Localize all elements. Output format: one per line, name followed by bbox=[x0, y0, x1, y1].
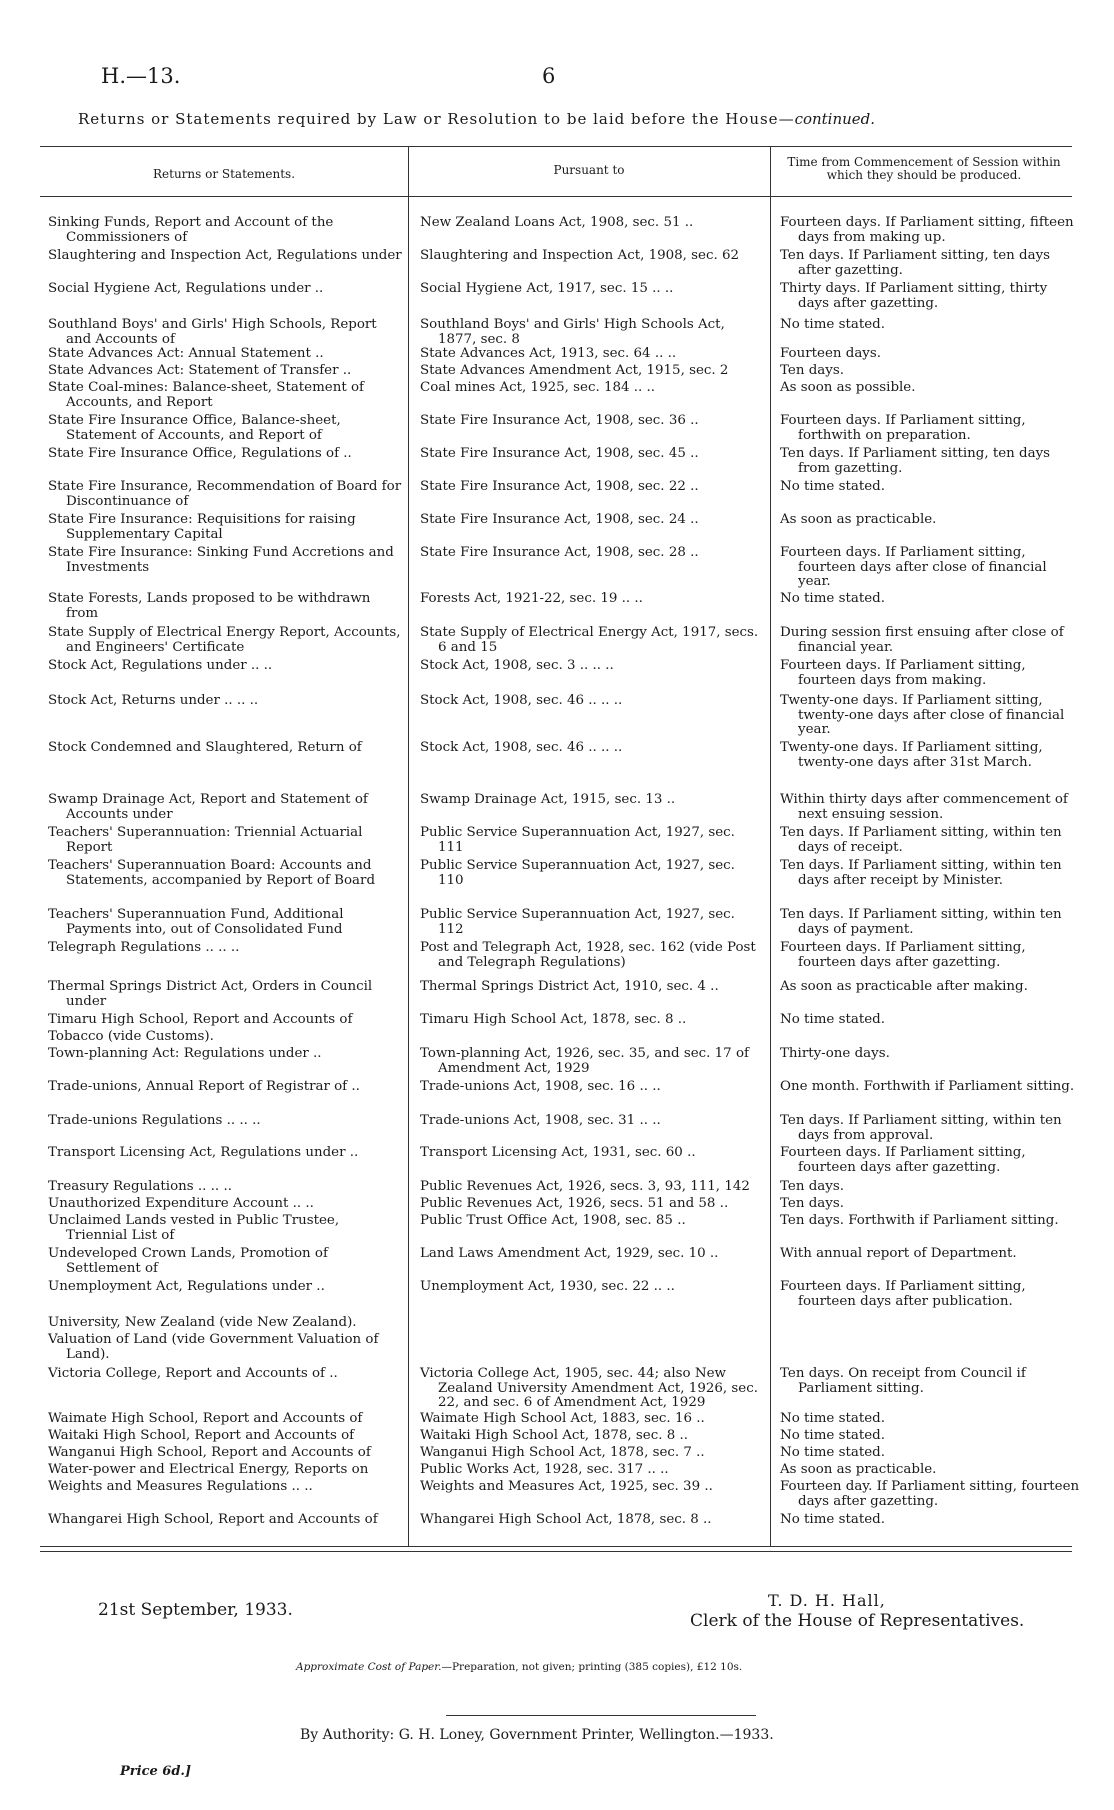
pursuant-cell-text: State Fire Insurance Act, 1908, sec. 28 .. bbox=[420, 545, 699, 560]
pursuant-cell-text: Public Works Act, 1928, sec. 317 .. .. bbox=[420, 1462, 669, 1477]
statement-cell bbox=[48, 1316, 404, 1331]
column-header-pursuant: Pursuant to bbox=[553, 163, 625, 177]
statement-cell bbox=[48, 1197, 404, 1212]
statement-cell-text: State Fire Insurance Office, Balance-sheet, Statement of Accounts, and Report of bbox=[48, 413, 341, 443]
statement-cell bbox=[48, 1480, 404, 1495]
pursuant-cell-text: Trade-unions Act, 1908, sec. 31 .. .. bbox=[420, 1113, 661, 1128]
pursuant-cell bbox=[420, 447, 762, 462]
pursuant-cell-text: New Zealand Loans Act, 1908, sec. 51 .. bbox=[420, 215, 694, 230]
page-number: 6 bbox=[542, 64, 556, 88]
time-cell-text: Ten days. If Parliament sitting, within ten days of payment. bbox=[780, 907, 1062, 937]
time-cell bbox=[780, 941, 1080, 970]
pursuant-cell bbox=[420, 1114, 762, 1129]
pursuant-cell bbox=[420, 1463, 762, 1478]
time-cell-text: Ten days. Forthwith if Parliament sitting. bbox=[780, 1213, 1059, 1228]
time-cell-text: Fourteen days. If Parliament sitting, forthwith on preparation. bbox=[780, 413, 1026, 443]
statement-cell bbox=[48, 318, 404, 347]
pursuant-cell bbox=[420, 941, 762, 970]
pursuant-cell-text: Wanganui High School Act, 1878, sec. 7 .. bbox=[420, 1445, 705, 1460]
statement-cell-text: Transport Licensing Act, Regulations under .. bbox=[48, 1145, 359, 1160]
pursuant-cell bbox=[420, 216, 762, 231]
statement-cell bbox=[48, 908, 404, 937]
time-cell bbox=[780, 480, 1080, 495]
pursuant-cell-text: Transport Licensing Act, 1931, sec. 60 .. bbox=[420, 1145, 696, 1160]
time-cell bbox=[780, 694, 1080, 738]
pursuant-cell-text: Post and Telegraph Act, 1928, sec. 162 (vide Post and Telegraph Regulations) bbox=[420, 940, 756, 970]
table-top-rule bbox=[40, 146, 1072, 147]
pursuant-cell bbox=[420, 1247, 762, 1262]
time-cell-text: No time stated. bbox=[780, 1411, 885, 1426]
pursuant-cell-text: State Advances Amendment Act, 1915, sec. 2 bbox=[420, 363, 729, 378]
pursuant-cell bbox=[420, 1446, 762, 1461]
statement-cell bbox=[48, 1146, 404, 1161]
statement-cell bbox=[48, 513, 404, 542]
pursuant-cell-text: Social Hygiene Act, 1917, sec. 15 .. .. bbox=[420, 281, 674, 296]
time-cell bbox=[780, 1463, 1080, 1478]
statement-cell bbox=[48, 216, 404, 245]
time-cell bbox=[780, 980, 1080, 995]
time-cell-text: Ten days. If Parliament sitting, within ten days from approval. bbox=[780, 1113, 1062, 1143]
statement-cell-text: Stock Act, Returns under .. .. .. bbox=[48, 693, 259, 708]
time-cell bbox=[780, 364, 1080, 379]
pursuant-cell-text: Public Revenues Act, 1926, secs. 51 and 58 .. bbox=[420, 1196, 729, 1211]
time-cell-text: As soon as practicable. bbox=[780, 1462, 937, 1477]
statement-cell-text: Wanganui High School, Report and Accounts of bbox=[48, 1445, 371, 1460]
pursuant-cell-text: State Supply of Electrical Energy Act, 1917, secs. 6 and 15 bbox=[420, 625, 759, 655]
statement-cell bbox=[48, 1513, 404, 1528]
statement-cell bbox=[48, 1367, 404, 1382]
statement-cell-text: State Supply of Electrical Energy Report, Accounts, and Engineers' Certificate bbox=[48, 625, 401, 655]
time-cell bbox=[780, 1146, 1080, 1175]
statement-cell-text: Teachers' Superannuation Board: Accounts and Statements, accompanied by Report of Board bbox=[48, 858, 376, 888]
pursuant-cell bbox=[420, 1367, 762, 1411]
statement-cell-text: Unclaimed Lands vested in Public Trustee, Triennial List of bbox=[48, 1213, 340, 1243]
statement-cell-text: Timaru High School, Report and Accounts of bbox=[48, 1012, 353, 1027]
statement-cell bbox=[48, 941, 404, 956]
statement-cell bbox=[48, 447, 404, 462]
statement-cell-text: State Fire Insurance Office, Regulations of .. bbox=[48, 446, 352, 461]
table-bottom-rule bbox=[40, 1546, 1072, 1547]
pursuant-cell bbox=[420, 980, 762, 995]
pursuant-cell-text: Public Service Superannuation Act, 1927, sec. 112 bbox=[420, 907, 735, 937]
time-cell-text: No time stated. bbox=[780, 317, 885, 332]
time-cell-text: During session first ensuing after close of financial year. bbox=[780, 625, 1064, 655]
time-cell bbox=[780, 1412, 1080, 1427]
pursuant-cell-text: Coal mines Act, 1925, sec. 184 .. .. bbox=[420, 380, 656, 395]
footer-rule bbox=[446, 1715, 756, 1716]
pursuant-cell bbox=[420, 908, 762, 937]
time-cell bbox=[780, 626, 1080, 655]
statement-cell bbox=[48, 1412, 404, 1427]
time-cell-text: No time stated. bbox=[780, 479, 885, 494]
statement-cell bbox=[48, 793, 404, 822]
pursuant-cell-text: State Fire Insurance Act, 1908, sec. 22 .. bbox=[420, 479, 699, 494]
statement-cell-text: Social Hygiene Act, Regulations under .. bbox=[48, 281, 324, 296]
statement-cell bbox=[48, 414, 404, 443]
statement-cell bbox=[48, 1446, 404, 1461]
statement-cell bbox=[48, 1333, 404, 1362]
statement-cell-text: Treasury Regulations .. .. .. bbox=[48, 1179, 232, 1194]
time-cell-text: Thirty-one days. bbox=[780, 1046, 890, 1061]
pursuant-cell bbox=[420, 318, 762, 347]
time-cell-text: Within thirty days after commencement of next ensuing session. bbox=[780, 792, 1068, 822]
price: Price 6d.] bbox=[120, 1764, 192, 1779]
pursuant-cell-text: Waimate High School Act, 1883, sec. 16 .. bbox=[420, 1411, 705, 1426]
pursuant-cell bbox=[420, 480, 762, 495]
time-cell-text: Ten days. bbox=[780, 1196, 844, 1211]
time-cell bbox=[780, 414, 1080, 443]
pursuant-cell-text: Public Trust Office Act, 1908, sec. 85 .. bbox=[420, 1213, 686, 1228]
statement-cell bbox=[48, 626, 404, 655]
pursuant-cell bbox=[420, 592, 762, 607]
statement-cell bbox=[48, 859, 404, 888]
column-divider-2 bbox=[770, 146, 771, 1546]
statement-cell bbox=[48, 741, 404, 756]
pursuant-cell-text: Timaru High School Act, 1878, sec. 8 .. bbox=[420, 1012, 687, 1027]
time-cell-text: Ten days. On receipt from Council if Parliament sitting. bbox=[780, 1366, 1026, 1396]
statement-cell-text: State Fire Insurance, Recommendation of Board for Discontinuance of bbox=[48, 479, 402, 509]
statement-cell-text: Whangarei High School, Report and Accounts of bbox=[48, 1512, 378, 1527]
statement-cell bbox=[48, 1247, 404, 1276]
pursuant-cell bbox=[420, 546, 762, 561]
statement-cell bbox=[48, 1280, 404, 1295]
signature-title: Clerk of the House of Representatives. bbox=[690, 1611, 1025, 1631]
time-cell-text: Twenty-one days. If Parliament sitting, twenty-one days after close of financial year. bbox=[780, 693, 1065, 737]
statement-cell-text: Stock Act, Regulations under .. .. bbox=[48, 658, 273, 673]
statement-cell-text: Sinking Funds, Report and Account of the Commissioners of bbox=[48, 215, 334, 245]
statement-cell bbox=[48, 1463, 404, 1478]
document-reference: H.—13. bbox=[101, 64, 181, 88]
time-cell-text: Fourteen days. If Parliament sitting, fourteen days after close of financial year. bbox=[780, 545, 1047, 589]
pursuant-cell bbox=[420, 1146, 762, 1161]
statement-cell-text: Southland Boys' and Girls' High Schools, Report and Accounts of bbox=[48, 317, 377, 347]
statement-cell bbox=[48, 282, 404, 297]
statement-cell-text: Unemployment Act, Regulations under .. bbox=[48, 1279, 325, 1294]
statement-cell bbox=[48, 659, 404, 674]
time-cell bbox=[780, 592, 1080, 607]
pursuant-cell bbox=[420, 1214, 762, 1229]
statement-cell bbox=[48, 347, 404, 362]
column-divider-1 bbox=[408, 146, 409, 1546]
statement-cell bbox=[48, 546, 404, 575]
pursuant-cell bbox=[420, 513, 762, 528]
time-cell-text: No time stated. bbox=[780, 1445, 885, 1460]
pursuant-cell bbox=[420, 249, 762, 264]
pursuant-cell-text: Public Service Superannuation Act, 1927, sec. 111 bbox=[420, 825, 735, 855]
time-cell-text: One month. Forthwith if Parliament sitting. bbox=[780, 1079, 1075, 1094]
time-cell bbox=[780, 1367, 1080, 1396]
statement-cell bbox=[48, 826, 404, 855]
pursuant-cell bbox=[420, 282, 762, 297]
time-cell-text: As soon as possible. bbox=[780, 380, 916, 395]
time-cell bbox=[780, 1080, 1080, 1095]
statement-cell-text: State Fire Insurance: Sinking Fund Accretions and Investments bbox=[48, 545, 394, 575]
pursuant-cell-text: Whangarei High School Act, 1878, sec. 8 .. bbox=[420, 1512, 712, 1527]
statement-cell bbox=[48, 1030, 404, 1045]
time-cell bbox=[780, 1280, 1080, 1309]
time-cell bbox=[780, 381, 1080, 396]
pursuant-cell-text: Southland Boys' and Girls' High Schools Act, 1877, sec. 8 bbox=[420, 317, 725, 347]
statement-cell bbox=[48, 1047, 404, 1062]
statement-cell bbox=[48, 381, 404, 410]
time-cell bbox=[780, 282, 1080, 311]
page-title bbox=[78, 110, 875, 128]
pursuant-cell-text: Weights and Measures Act, 1925, sec. 39 .. bbox=[420, 1479, 713, 1494]
paper-cost-note bbox=[296, 1661, 742, 1673]
time-cell bbox=[780, 513, 1080, 528]
time-cell-text: No time stated. bbox=[780, 1512, 885, 1527]
pursuant-cell-text: Victoria College Act, 1905, sec. 44; also New Zealand University Amendment Act, 1926, sec. 22, and sec. 6 of Amendment Act, 1929 bbox=[420, 1366, 758, 1410]
pursuant-cell bbox=[420, 793, 762, 808]
time-cell-text: Fourteen days. If Parliament sitting, fourteen days from making. bbox=[780, 658, 1026, 688]
time-cell-text: Fourteen days. bbox=[780, 346, 882, 361]
time-cell-text: Ten days. bbox=[780, 1179, 844, 1194]
pursuant-cell bbox=[420, 626, 762, 655]
statement-cell-text: State Advances Act: Annual Statement .. bbox=[48, 346, 324, 361]
time-cell-text: As soon as practicable after making. bbox=[780, 979, 1028, 994]
statement-cell-text: Swamp Drainage Act, Report and Statement of Accounts under bbox=[48, 792, 368, 822]
pursuant-cell-text: Unemployment Act, 1930, sec. 22 .. .. bbox=[420, 1279, 675, 1294]
paper-cost-label: Approximate Cost of Paper. bbox=[296, 1661, 442, 1673]
time-cell-text: Ten days. If Parliament sitting, within ten days of receipt. bbox=[780, 825, 1062, 855]
pursuant-cell bbox=[420, 1013, 762, 1028]
time-cell bbox=[780, 826, 1080, 855]
time-cell-text: Fourteen days. If Parliament sitting, fourteen days after gazetting. bbox=[780, 1145, 1026, 1175]
time-cell bbox=[780, 1013, 1080, 1028]
time-cell-text: With annual report of Department. bbox=[780, 1246, 1017, 1261]
statement-cell-text: Unauthorized Expenditure Account .. .. bbox=[48, 1196, 314, 1211]
pursuant-cell-text: Slaughtering and Inspection Act, 1908, sec. 62 bbox=[420, 248, 740, 263]
pursuant-cell bbox=[420, 1513, 762, 1528]
pursuant-cell bbox=[420, 1412, 762, 1427]
pursuant-cell-text: State Fire Insurance Act, 1908, sec. 36 .. bbox=[420, 413, 699, 428]
pursuant-cell bbox=[420, 1197, 762, 1212]
pursuant-cell-text: State Fire Insurance Act, 1908, sec. 45 .. bbox=[420, 446, 699, 461]
time-cell-text: Ten days. If Parliament sitting, within ten days after receipt by Minister. bbox=[780, 858, 1062, 888]
column-header-time: Time from Commencement of Session within which they should be produced. bbox=[787, 155, 1061, 182]
statement-cell bbox=[48, 1429, 404, 1444]
pursuant-cell-text: State Advances Act, 1913, sec. 64 .. .. bbox=[420, 346, 677, 361]
time-cell bbox=[780, 1214, 1080, 1229]
pursuant-cell bbox=[420, 826, 762, 855]
pursuant-cell bbox=[420, 1180, 762, 1195]
signature-name: T. D. H. Hall, bbox=[768, 1591, 886, 1610]
statement-cell-text: State Coal-mines: Balance-sheet, Statement of Accounts, and Report bbox=[48, 380, 365, 410]
pursuant-cell-text: Trade-unions Act, 1908, sec. 16 .. .. bbox=[420, 1079, 661, 1094]
pursuant-cell-text: Public Revenues Act, 1926, secs. 3, 93, 111, 142 bbox=[420, 1179, 750, 1194]
statement-cell-text: Weights and Measures Regulations .. .. bbox=[48, 1479, 313, 1494]
time-cell bbox=[780, 659, 1080, 688]
pursuant-cell-text: Waitaki High School Act, 1878, sec. 8 .. bbox=[420, 1428, 689, 1443]
time-cell-text: Fourteen days. If Parliament sitting, fifteen days from making up. bbox=[780, 215, 1074, 245]
time-cell-text: As soon as practicable. bbox=[780, 512, 937, 527]
time-cell-text: No time stated. bbox=[780, 591, 885, 606]
statement-cell-text: University, New Zealand (vide New Zealand). bbox=[48, 1315, 357, 1330]
time-cell bbox=[780, 318, 1080, 333]
time-cell-text: Ten days. If Parliament sitting, ten days after gazetting. bbox=[780, 248, 1051, 278]
statement-cell-text: Trade-unions, Annual Report of Registrar of .. bbox=[48, 1079, 360, 1094]
time-cell-text: No time stated. bbox=[780, 1012, 885, 1027]
statement-cell-text: Waimate High School, Report and Accounts of bbox=[48, 1411, 363, 1426]
pursuant-cell bbox=[420, 659, 762, 674]
statement-cell bbox=[48, 1080, 404, 1095]
time-cell bbox=[780, 1197, 1080, 1212]
pursuant-cell bbox=[420, 1429, 762, 1444]
statement-cell-text: Telegraph Regulations .. .. .. bbox=[48, 940, 240, 955]
table-bottom-rule-2 bbox=[40, 1551, 1072, 1552]
statement-cell-text: State Fire Insurance: Requisitions for raising Supplementary Capital bbox=[48, 512, 356, 542]
time-cell bbox=[780, 1513, 1080, 1528]
time-cell bbox=[780, 1429, 1080, 1444]
time-cell bbox=[780, 908, 1080, 937]
statement-cell-text: Waitaki High School, Report and Accounts of bbox=[48, 1428, 355, 1443]
pursuant-cell bbox=[420, 859, 762, 888]
time-cell bbox=[780, 1446, 1080, 1461]
pursuant-cell-text: Swamp Drainage Act, 1915, sec. 13 .. bbox=[420, 792, 676, 807]
paper-cost-text: —Preparation, not given; printing (385 copies), £12 10s. bbox=[441, 1661, 743, 1673]
statement-cell bbox=[48, 980, 404, 1009]
pursuant-cell-text: Stock Act, 1908, sec. 46 .. .. .. bbox=[420, 740, 623, 755]
time-cell-text: Ten days. If Parliament sitting, ten days from gazetting. bbox=[780, 446, 1051, 476]
time-cell-text: Twenty-one days. If Parliament sitting, twenty-one days after 31st March. bbox=[780, 740, 1043, 770]
pursuant-cell-text: Thermal Springs District Act, 1910, sec. 4 .. bbox=[420, 979, 719, 994]
statement-cell bbox=[48, 364, 404, 379]
printer-authority: By Authority: G. H. Loney, Government Printer, Wellington.—1933. bbox=[300, 1727, 774, 1743]
pursuant-cell bbox=[420, 1280, 762, 1295]
time-cell-text: Ten days. bbox=[780, 363, 844, 378]
time-cell-text: Fourteen days. If Parliament sitting, fourteen days after publication. bbox=[780, 1279, 1026, 1309]
table-header-rule bbox=[40, 196, 1072, 197]
time-cell-text: Fourteen days. If Parliament sitting, fourteen days after gazetting. bbox=[780, 940, 1026, 970]
statement-cell bbox=[48, 480, 404, 509]
pursuant-cell bbox=[420, 694, 762, 709]
pursuant-cell-text: Stock Act, 1908, sec. 46 .. .. .. bbox=[420, 693, 623, 708]
time-cell-text: No time stated. bbox=[780, 1428, 885, 1443]
pursuant-cell-text: Forests Act, 1921-22, sec. 19 .. .. bbox=[420, 591, 643, 606]
statement-cell bbox=[48, 1214, 404, 1243]
time-cell-text: Fourteen day. If Parliament sitting, fourteen days after gazetting. bbox=[780, 1479, 1080, 1509]
statement-cell-text: Teachers' Superannuation: Triennial Actuarial Report bbox=[48, 825, 363, 855]
statement-cell-text: Water-power and Electrical Energy, Reports on bbox=[48, 1462, 369, 1477]
statement-cell bbox=[48, 592, 404, 621]
time-cell bbox=[780, 793, 1080, 822]
pursuant-cell bbox=[420, 414, 762, 429]
statement-cell-text: Tobacco (vide Customs). bbox=[48, 1029, 214, 1044]
time-cell bbox=[780, 216, 1080, 245]
statement-cell-text: State Advances Act: Statement of Transfer .. bbox=[48, 363, 352, 378]
time-cell bbox=[780, 1047, 1080, 1062]
statement-cell bbox=[48, 1013, 404, 1028]
page-title-continued: continued. bbox=[794, 110, 876, 128]
statement-cell-text: Valuation of Land (vide Government Valuation of Land). bbox=[48, 1332, 379, 1362]
statement-cell bbox=[48, 694, 404, 709]
statement-cell-text: Thermal Springs District Act, Orders in Council under bbox=[48, 979, 373, 1009]
time-cell bbox=[780, 546, 1080, 590]
pursuant-cell bbox=[420, 381, 762, 396]
pursuant-cell bbox=[420, 364, 762, 379]
page-title-text: Returns or Statements required by Law or Resolution to be laid before the House— bbox=[78, 110, 795, 128]
pursuant-cell bbox=[420, 347, 762, 362]
time-cell-text: Thirty days. If Parliament sitting, thirty days after gazetting. bbox=[780, 281, 1048, 311]
pursuant-cell-text: Stock Act, 1908, sec. 3 .. .. .. bbox=[420, 658, 614, 673]
time-cell bbox=[780, 249, 1080, 278]
statement-cell-text: Trade-unions Regulations .. .. .. bbox=[48, 1113, 261, 1128]
time-cell bbox=[780, 1247, 1080, 1262]
statement-cell-text: Victoria College, Report and Accounts of .. bbox=[48, 1366, 338, 1381]
time-cell bbox=[780, 1114, 1080, 1143]
statement-cell-text: Town-planning Act: Regulations under .. bbox=[48, 1046, 322, 1061]
time-cell bbox=[780, 1480, 1080, 1509]
pursuant-cell bbox=[420, 1080, 762, 1095]
statement-cell-text: Stock Condemned and Slaughtered, Return of bbox=[48, 740, 362, 755]
statement-cell bbox=[48, 1114, 404, 1129]
statement-cell-text: State Forests, Lands proposed to be withdrawn from bbox=[48, 591, 371, 621]
time-cell bbox=[780, 447, 1080, 476]
pursuant-cell bbox=[420, 1047, 762, 1076]
pursuant-cell bbox=[420, 741, 762, 756]
pursuant-cell-text: State Fire Insurance Act, 1908, sec. 24 .. bbox=[420, 512, 699, 527]
pursuant-cell-text: Land Laws Amendment Act, 1929, sec. 10 .. bbox=[420, 1246, 719, 1261]
statement-cell-text: Slaughtering and Inspection Act, Regulations under bbox=[48, 248, 402, 263]
time-cell bbox=[780, 1180, 1080, 1195]
statement-cell-text: Teachers' Superannuation Fund, Additional Payments into, out of Consolidated Fund bbox=[48, 907, 344, 937]
column-header-statements: Returns or Statements. bbox=[152, 167, 296, 181]
pursuant-cell bbox=[420, 1480, 762, 1495]
time-cell bbox=[780, 347, 1080, 362]
statement-cell-text: Undeveloped Crown Lands, Promotion of Settlement of bbox=[48, 1246, 328, 1276]
time-cell bbox=[780, 741, 1080, 770]
pursuant-cell-text: Town-planning Act, 1926, sec. 35, and sec. 17 of Amendment Act, 1929 bbox=[420, 1046, 749, 1076]
time-cell bbox=[780, 859, 1080, 888]
statement-cell bbox=[48, 249, 404, 264]
signature-date: 21st September, 1933. bbox=[98, 1600, 293, 1620]
pursuant-cell-text: Public Service Superannuation Act, 1927, sec. 110 bbox=[420, 858, 735, 888]
statement-cell bbox=[48, 1180, 404, 1195]
